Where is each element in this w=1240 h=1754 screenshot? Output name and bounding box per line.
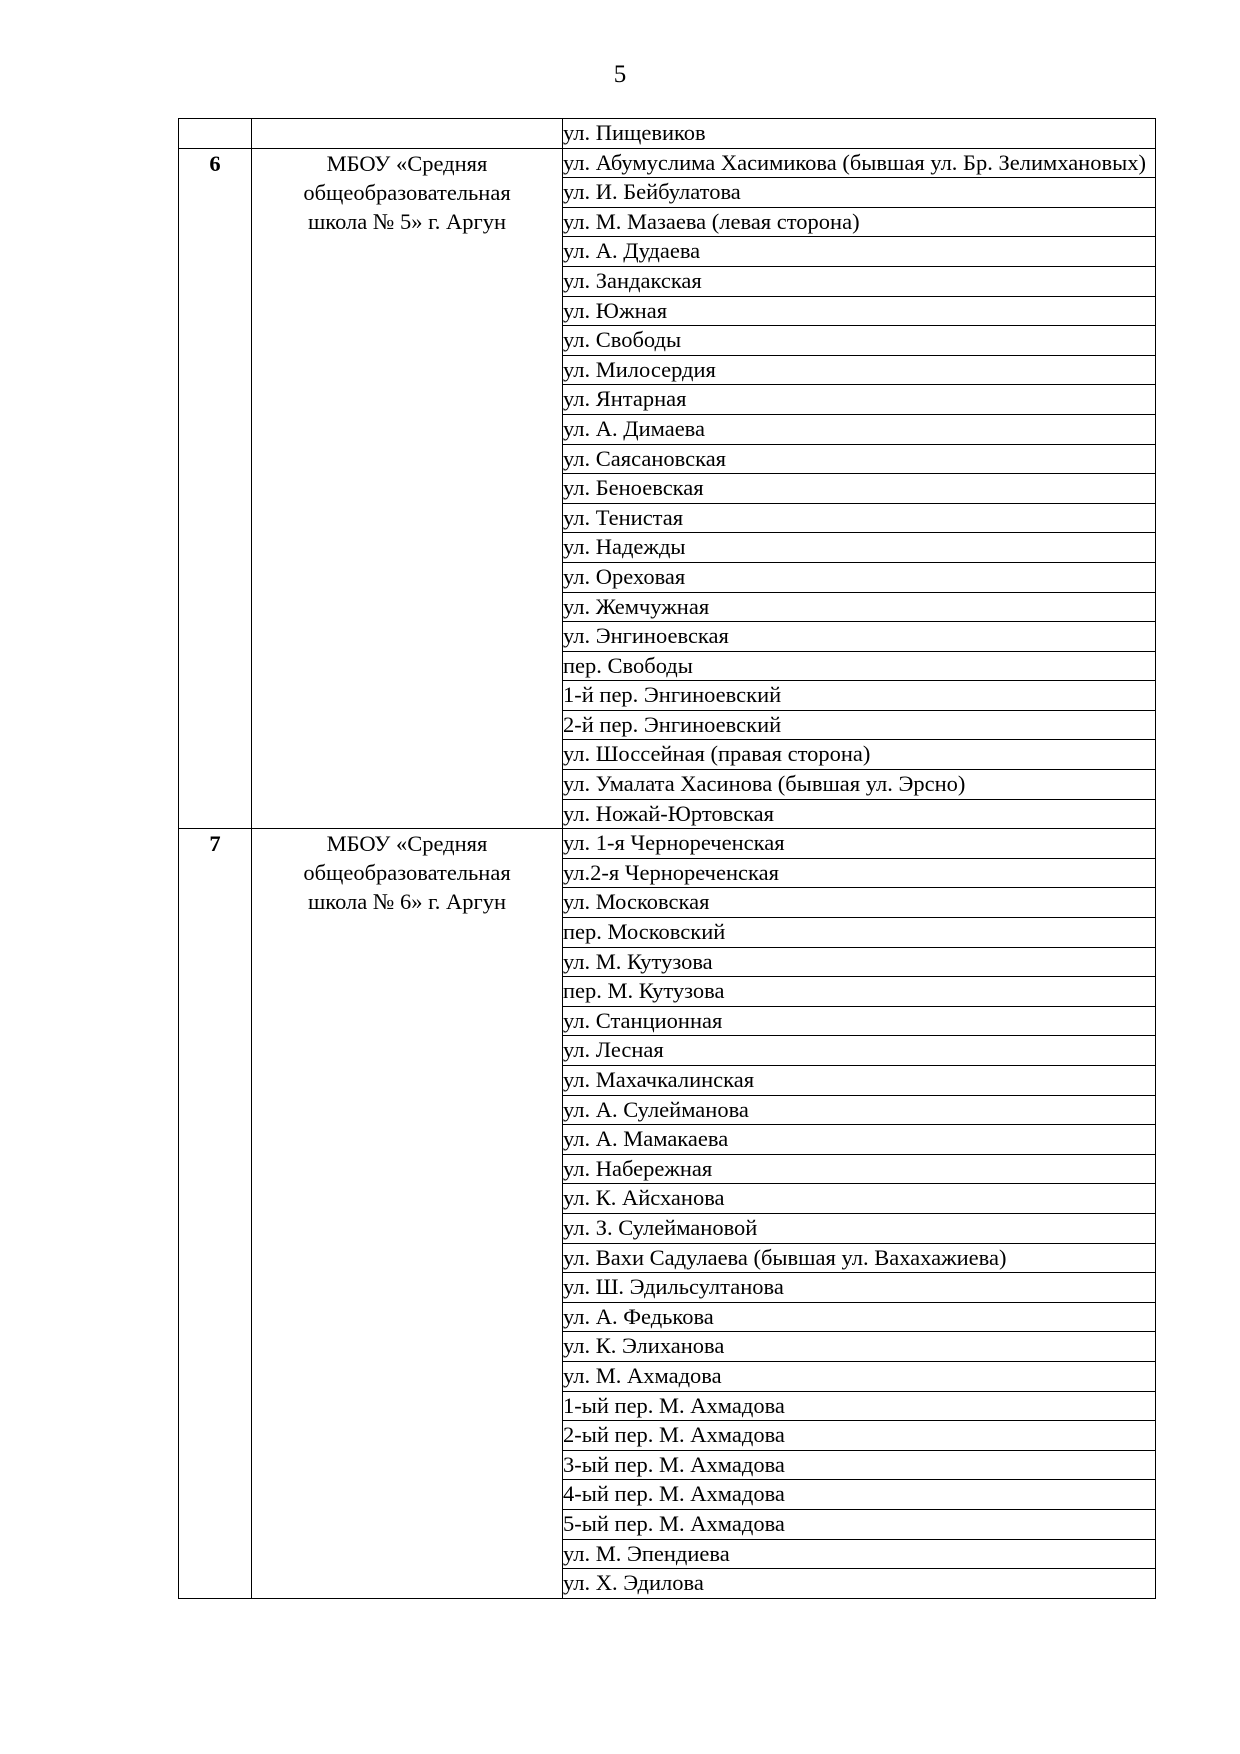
street-cell: ул. А. Федькова — [563, 1302, 1156, 1332]
table-row — [179, 119, 1156, 149]
street-cell: 3-ый пер. М. Ахмадова — [563, 1450, 1156, 1480]
street-cell: 2-й пер. Энгиноевский — [563, 710, 1156, 740]
street-cell: ул. Шоссейная (правая сторона) — [563, 740, 1156, 770]
street-cell: пер. Московский — [563, 918, 1156, 948]
street-cell: ул. Ш. Эдильсултанова — [563, 1273, 1156, 1303]
school-name-line: общеобразовательная — [303, 860, 511, 886]
street-cell: ул. Южная — [563, 296, 1156, 326]
street-cell: ул. Абумуслима Хасимикова (бывшая ул. Бр. Зелимхановых) — [563, 148, 1156, 178]
street-cell: ул. Зандакская — [563, 266, 1156, 296]
school-name-line: школа № 5» г. Аргун — [307, 208, 507, 234]
street-cell: ул. М. Мазаева (левая сторона) — [563, 207, 1156, 237]
street-cell: ул. К. Айсханова — [563, 1184, 1156, 1214]
street-cell: ул. Жемчужная — [563, 592, 1156, 622]
school-districts-table — [178, 118, 1156, 1599]
street-cell: ул. М. Кутузова — [563, 947, 1156, 977]
street-cell: ул. Умалата Хасинова (бывшая ул. Эрсно) — [563, 770, 1156, 800]
street-cell: ул. Станционная — [563, 1006, 1156, 1036]
row-number-cell: 6 — [179, 148, 252, 829]
street-cell: 4-ый пер. М. Ахмадова — [563, 1480, 1156, 1510]
street-cell: ул. М. Ахмадова — [563, 1361, 1156, 1391]
street-cell: ул. А. Сулейманова — [563, 1095, 1156, 1125]
street-cell: 1-й пер. Энгиноевский — [563, 681, 1156, 711]
street-cell: ул. Милосердия — [563, 355, 1156, 385]
street-cell: ул. Беноевская — [563, 474, 1156, 504]
school-name-cell — [252, 148, 563, 829]
street-cell: ул. А. Дудаева — [563, 237, 1156, 267]
school-name-cell — [252, 119, 563, 149]
street-cell: ул. З. Сулеймановой — [563, 1213, 1156, 1243]
row-number-cell: 7 — [179, 829, 252, 1598]
row-number-cell — [179, 119, 252, 149]
street-cell: ул. К. Элиханова — [563, 1332, 1156, 1362]
street-cell: ул. И. Бейбулатова — [563, 178, 1156, 208]
street-cell: ул. А. Димаева — [563, 414, 1156, 444]
street-cell: ул. 1-я Чернореченская — [563, 829, 1156, 859]
street-cell: ул. Надежды — [563, 533, 1156, 563]
street-cell: 1-ый пер. М. Ахмадова — [563, 1391, 1156, 1421]
school-name-cell — [252, 829, 563, 1598]
street-cell: пер. Свободы — [563, 651, 1156, 681]
street-cell: ул. Ореховая — [563, 562, 1156, 592]
street-cell: ул.2-я Чернореченская — [563, 858, 1156, 888]
school-name-line: школа № 6» г. Аргун — [307, 889, 507, 915]
street-cell: 5-ый пер. М. Ахмадова — [563, 1509, 1156, 1539]
street-cell: ул. Набережная — [563, 1154, 1156, 1184]
street-cell: ул. Энгиноевская — [563, 622, 1156, 652]
street-cell: ул. М. Эпендиева — [563, 1539, 1156, 1569]
street-cell: ул. Ножай-Юртовская — [563, 799, 1156, 829]
street-cell: ул. Тенистая — [563, 503, 1156, 533]
school-name-line: МБОУ «Средняя — [326, 150, 488, 176]
street-cell: ул. Московская — [563, 888, 1156, 918]
street-cell: ул. Вахи Садулаева (бывшая ул. Вахахажиева) — [563, 1243, 1156, 1273]
school-name-line: общеобразовательная — [303, 179, 511, 205]
street-cell: ул. Лесная — [563, 1036, 1156, 1066]
street-cell: ул. Махачкалинская — [563, 1066, 1156, 1096]
street-cell: ул. Янтарная — [563, 385, 1156, 415]
street-cell: 2-ый пер. М. Ахмадова — [563, 1421, 1156, 1451]
street-cell: ул. Саясановская — [563, 444, 1156, 474]
table-row — [179, 148, 1156, 178]
school-name-line: МБОУ «Средняя — [326, 831, 488, 857]
street-cell: пер. М. Кутузова — [563, 977, 1156, 1007]
page-number: 5 — [613, 61, 627, 88]
street-cell: ул. Х. Эдилова — [563, 1569, 1156, 1599]
table-row — [179, 829, 1156, 859]
street-cell: ул. Пищевиков — [563, 119, 1156, 149]
street-cell: ул. А. Мамакаева — [563, 1125, 1156, 1155]
street-cell: ул. Свободы — [563, 326, 1156, 356]
